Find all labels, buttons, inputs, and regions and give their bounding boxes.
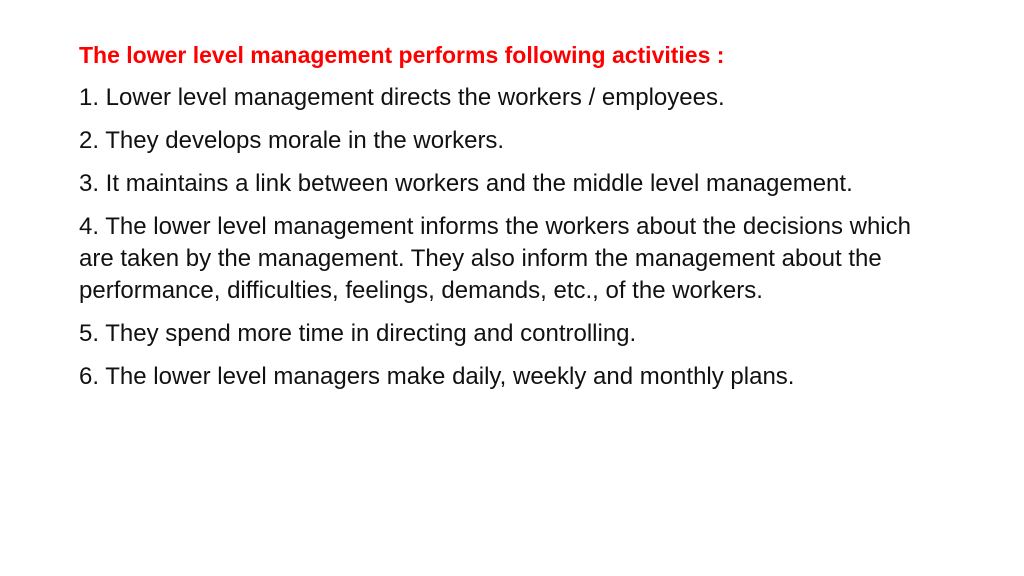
list-item: 1. Lower level management directs the workers / employees. xyxy=(79,84,725,111)
list-item: 2. They develops morale in the workers. xyxy=(79,127,505,154)
list-item: 4. The lower level management informs the workers about the decisions which are taken by the management. They also inform the management about the performance, difficulties, feelings, demands, etc., of the workers. xyxy=(79,213,911,304)
slide-heading: The lower level management performs following activities : xyxy=(79,42,725,68)
list-item: 3. It maintains a link between workers and the middle level management. xyxy=(79,170,853,197)
list-item: 5. They spend more time in directing and controlling. xyxy=(79,320,637,347)
list-item: 6. The lower level managers make daily, weekly and monthly plans. xyxy=(79,363,795,390)
